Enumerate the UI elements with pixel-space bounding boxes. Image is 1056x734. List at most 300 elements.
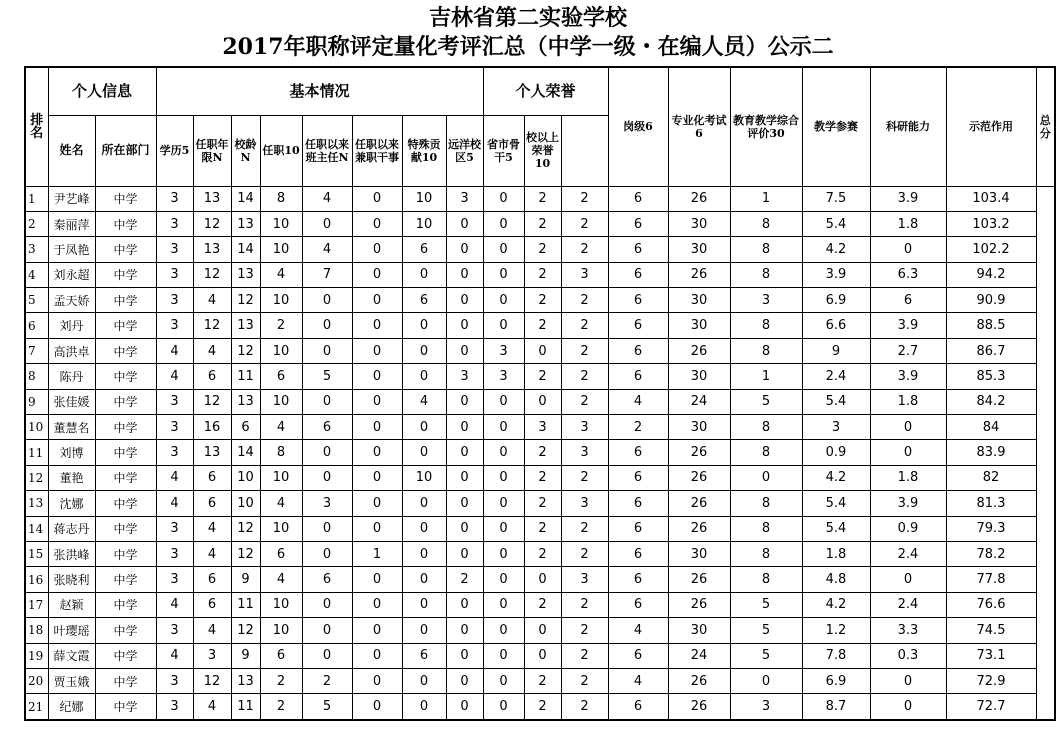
cell-school-age: 14 <box>231 186 260 211</box>
header-group-honor: 个人荣誉 <box>483 67 608 115</box>
cell-remote: 0 <box>446 694 483 720</box>
cell-dept: 中学 <box>95 440 156 465</box>
cell-demo: 0 <box>870 415 946 440</box>
cell-special: 0 <box>402 618 446 643</box>
cell-part-time: 0 <box>352 592 402 617</box>
cell-research: 4.8 <box>802 567 870 592</box>
cell-title-years: 10 <box>260 592 302 617</box>
cell-teaching-eval: 30 <box>668 313 730 338</box>
cell-name: 薛文霞 <box>48 643 95 668</box>
cell-title-years: 2 <box>260 694 302 720</box>
cell-remote: 0 <box>446 618 483 643</box>
cell-research: 5.4 <box>802 491 870 516</box>
cell-exam: 6 <box>608 186 668 211</box>
cell-dept: 中学 <box>95 262 156 287</box>
cell-years: 12 <box>193 389 231 414</box>
cell-edu: 3 <box>156 211 193 236</box>
table-row <box>25 643 1055 668</box>
cell-total: 81.3 <box>946 491 1036 516</box>
cell-name: 赵颖 <box>48 592 95 617</box>
cell-contest: 8 <box>730 516 802 541</box>
cell-teaching-eval: 26 <box>668 440 730 465</box>
header-head-teacher: 任职以来班主任N <box>302 115 352 186</box>
cell-demo: 3.9 <box>870 364 946 389</box>
cell-title-years: 6 <box>260 643 302 668</box>
cell-contest: 5 <box>730 389 802 414</box>
cell-dept: 中学 <box>95 465 156 490</box>
cell-post: 2 <box>561 237 608 262</box>
cell-title-years: 8 <box>260 440 302 465</box>
cell-special: 6 <box>402 643 446 668</box>
header-provincial: 省市骨干5 <box>483 115 524 186</box>
cell-provincial: 0 <box>483 668 524 693</box>
cell-edu: 3 <box>156 440 193 465</box>
cell-remote: 0 <box>446 516 483 541</box>
cell-special: 0 <box>402 491 446 516</box>
table-row <box>25 288 1055 313</box>
cell-edu: 3 <box>156 516 193 541</box>
header-post: 岗级6 <box>608 67 668 186</box>
cell-school-honor: 0 <box>524 567 561 592</box>
cell-demo: 3.9 <box>870 491 946 516</box>
cell-exam: 6 <box>608 440 668 465</box>
cell-provincial: 0 <box>483 643 524 668</box>
cell-title-years: 10 <box>260 618 302 643</box>
cell-name: 陈丹 <box>48 364 95 389</box>
cell-remote: 0 <box>446 211 483 236</box>
cell-edu: 3 <box>156 262 193 287</box>
document-subtitle: 2017年职称评定量化考评汇总（中学一级・在编人员）公示二 <box>222 34 834 60</box>
cell-post: 2 <box>561 643 608 668</box>
cell-remote: 3 <box>446 186 483 211</box>
cell-school-age: 12 <box>231 618 260 643</box>
cell-total: 103.2 <box>946 211 1036 236</box>
cell-total: 72.7 <box>946 694 1036 720</box>
cell-demo: 0 <box>870 440 946 465</box>
cell-post: 3 <box>561 491 608 516</box>
cell-head-teacher: 0 <box>302 211 352 236</box>
cell-exam: 6 <box>608 516 668 541</box>
cell-school-age: 12 <box>231 288 260 313</box>
cell-edu: 3 <box>156 567 193 592</box>
header-exam: 专业化考试6 <box>668 67 730 186</box>
cell-dept: 中学 <box>95 668 156 693</box>
cell-provincial: 0 <box>483 440 524 465</box>
cell-contest: 1 <box>730 186 802 211</box>
cell-post: 2 <box>561 694 608 720</box>
table-row <box>25 313 1055 338</box>
cell-special: 0 <box>402 694 446 720</box>
table-row <box>25 592 1055 617</box>
table-row <box>25 491 1055 516</box>
header-years: 任职年限N <box>193 115 231 186</box>
cell-remote: 0 <box>446 643 483 668</box>
header-group-personal: 个人信息 <box>48 67 156 115</box>
cell-school-honor: 2 <box>524 592 561 617</box>
cell-teaching-eval: 30 <box>668 618 730 643</box>
cell-demo: 0 <box>870 694 946 720</box>
cell-special: 10 <box>402 211 446 236</box>
cell-part-time: 0 <box>352 694 402 720</box>
cell-total: 94.2 <box>946 262 1036 287</box>
header-contest: 教学参赛 <box>802 67 870 186</box>
cell-remote: 0 <box>446 313 483 338</box>
cell-exam: 6 <box>608 491 668 516</box>
cell-part-time: 0 <box>352 440 402 465</box>
cell-contest: 3 <box>730 694 802 720</box>
cell-part-time: 0 <box>352 288 402 313</box>
cell-contest: 8 <box>730 313 802 338</box>
cell-head-teacher: 0 <box>302 313 352 338</box>
cell-provincial: 0 <box>483 313 524 338</box>
cell-school-honor: 2 <box>524 237 561 262</box>
cell-edu: 3 <box>156 288 193 313</box>
cell-edu: 3 <box>156 237 193 262</box>
cell-years: 4 <box>193 541 231 566</box>
cell-total: 76.6 <box>946 592 1036 617</box>
cell-head-teacher: 4 <box>302 186 352 211</box>
cell-years: 12 <box>193 668 231 693</box>
cell-edu: 4 <box>156 364 193 389</box>
cell-provincial: 0 <box>483 592 524 617</box>
cell-contest: 0 <box>730 465 802 490</box>
cell-head-teacher: 0 <box>302 541 352 566</box>
header-special: 特殊贡献10 <box>402 115 446 186</box>
cell-demo: 3.9 <box>870 186 946 211</box>
cell-exam: 6 <box>608 364 668 389</box>
cell-part-time: 0 <box>352 313 402 338</box>
header-name: 姓名 <box>48 115 95 186</box>
cell-research: 2.4 <box>802 364 870 389</box>
cell-teaching-eval: 26 <box>668 186 730 211</box>
cell-contest: 1 <box>730 364 802 389</box>
cell-title-years: 10 <box>260 465 302 490</box>
cell-title-years: 10 <box>260 211 302 236</box>
cell-remote: 2 <box>446 567 483 592</box>
cell-special: 0 <box>402 668 446 693</box>
cell-total: 82 <box>946 465 1036 490</box>
cell-name: 秦丽萍 <box>48 211 95 236</box>
cell-demo: 2.7 <box>870 338 946 363</box>
cell-exam: 6 <box>608 262 668 287</box>
cell-name: 张晓利 <box>48 567 95 592</box>
cell-part-time: 0 <box>352 186 402 211</box>
cell-teaching-eval: 24 <box>668 389 730 414</box>
cell-years: 13 <box>193 440 231 465</box>
header-dept: 所在部门 <box>95 115 156 186</box>
cell-title-years: 4 <box>260 491 302 516</box>
cell-head-teacher: 0 <box>302 338 352 363</box>
cell-part-time: 0 <box>352 643 402 668</box>
cell-head-teacher: 5 <box>302 364 352 389</box>
cell-post: 2 <box>561 592 608 617</box>
cell-edu: 3 <box>156 313 193 338</box>
cell-name: 张洪峰 <box>48 541 95 566</box>
cell-research: 5.4 <box>802 516 870 541</box>
cell-teaching-eval: 26 <box>668 338 730 363</box>
cell-school-honor: 0 <box>524 389 561 414</box>
cell-school-honor: 0 <box>524 338 561 363</box>
cell-remote: 0 <box>446 389 483 414</box>
cell-post: 2 <box>561 364 608 389</box>
cell-school-age: 6 <box>231 415 260 440</box>
cell-title-years: 4 <box>260 262 302 287</box>
cell-contest: 8 <box>730 237 802 262</box>
cell-special: 10 <box>402 186 446 211</box>
cell-years: 4 <box>193 618 231 643</box>
cell-research: 7.5 <box>802 186 870 211</box>
cell-demo: 2.4 <box>870 592 946 617</box>
cell-remote: 0 <box>446 491 483 516</box>
cell-title-years: 10 <box>260 516 302 541</box>
cell-years: 13 <box>193 186 231 211</box>
cell-provincial: 0 <box>483 465 524 490</box>
cell-provincial: 0 <box>483 262 524 287</box>
cell-post: 2 <box>561 338 608 363</box>
cell-provincial: 0 <box>483 237 524 262</box>
cell-edu: 3 <box>156 694 193 720</box>
table-row <box>25 541 1055 566</box>
cell-school-age: 10 <box>231 465 260 490</box>
header-remote: 远洋校区5 <box>446 115 483 186</box>
cell-rank: 18 <box>25 618 48 643</box>
cell-title-years: 2 <box>260 313 302 338</box>
cell-head-teacher: 6 <box>302 415 352 440</box>
cell-post: 2 <box>561 288 608 313</box>
cell-school-honor: 2 <box>524 694 561 720</box>
cell-demo: 0 <box>870 237 946 262</box>
cell-edu: 3 <box>156 541 193 566</box>
cell-remote: 0 <box>446 237 483 262</box>
table-row <box>25 415 1055 440</box>
cell-rank: 13 <box>25 491 48 516</box>
cell-name: 纪娜 <box>48 694 95 720</box>
cell-demo: 6.3 <box>870 262 946 287</box>
cell-title-years: 10 <box>260 389 302 414</box>
cell-remote: 0 <box>446 415 483 440</box>
cell-school-age: 11 <box>231 592 260 617</box>
cell-years: 6 <box>193 465 231 490</box>
cell-edu: 3 <box>156 389 193 414</box>
cell-school-honor: 2 <box>524 288 561 313</box>
cell-years: 4 <box>193 694 231 720</box>
cell-school-age: 14 <box>231 237 260 262</box>
cell-head-teacher: 0 <box>302 618 352 643</box>
cell-total: 88.5 <box>946 313 1036 338</box>
cell-school-age: 9 <box>231 567 260 592</box>
cell-dept: 中学 <box>95 567 156 592</box>
cell-remote: 0 <box>446 262 483 287</box>
table-row <box>25 211 1055 236</box>
cell-name: 刘博 <box>48 440 95 465</box>
cell-remote: 0 <box>446 288 483 313</box>
cell-school-age: 12 <box>231 516 260 541</box>
cell-school-honor: 0 <box>524 643 561 668</box>
cell-demo: 0.9 <box>870 516 946 541</box>
cell-post: 3 <box>561 262 608 287</box>
table-row <box>25 618 1055 643</box>
cell-provincial: 0 <box>483 491 524 516</box>
cell-rank: 4 <box>25 262 48 287</box>
cell-total: 77.8 <box>946 567 1036 592</box>
cell-demo: 0 <box>870 668 946 693</box>
cell-title-years: 6 <box>260 541 302 566</box>
cell-rank: 20 <box>25 668 48 693</box>
cell-school-age: 10 <box>231 491 260 516</box>
cell-teaching-eval: 26 <box>668 668 730 693</box>
header-part-time: 任职以来兼职干事 <box>352 115 402 186</box>
cell-rank: 2 <box>25 211 48 236</box>
cell-special: 0 <box>402 440 446 465</box>
cell-school-age: 11 <box>231 364 260 389</box>
cell-provincial: 0 <box>483 567 524 592</box>
cell-rank: 8 <box>25 364 48 389</box>
cell-school-honor: 2 <box>524 364 561 389</box>
cell-remote: 3 <box>446 364 483 389</box>
cell-part-time: 0 <box>352 516 402 541</box>
cell-total: 73.1 <box>946 643 1036 668</box>
cell-teaching-eval: 30 <box>668 415 730 440</box>
cell-provincial: 0 <box>483 415 524 440</box>
cell-years: 6 <box>193 364 231 389</box>
cell-research: 4.2 <box>802 592 870 617</box>
cell-demo: 1.8 <box>870 389 946 414</box>
cell-total: 84 <box>946 415 1036 440</box>
cell-rank: 6 <box>25 313 48 338</box>
cell-total: 84.2 <box>946 389 1036 414</box>
cell-dept: 中学 <box>95 592 156 617</box>
cell-edu: 3 <box>156 618 193 643</box>
table-row <box>25 567 1055 592</box>
cell-exam: 6 <box>608 313 668 338</box>
cell-total: 86.7 <box>946 338 1036 363</box>
cell-part-time: 0 <box>352 389 402 414</box>
cell-school-age: 9 <box>231 643 260 668</box>
cell-name: 贾玉娥 <box>48 668 95 693</box>
cell-exam: 6 <box>608 288 668 313</box>
cell-exam: 6 <box>608 694 668 720</box>
cell-part-time: 0 <box>352 415 402 440</box>
cell-name: 刘永超 <box>48 262 95 287</box>
cell-school-honor: 2 <box>524 516 561 541</box>
cell-name: 高洪卓 <box>48 338 95 363</box>
cell-years: 3 <box>193 643 231 668</box>
cell-school-honor: 2 <box>524 262 561 287</box>
cell-contest: 8 <box>730 211 802 236</box>
cell-contest: 8 <box>730 541 802 566</box>
cell-head-teacher: 3 <box>302 491 352 516</box>
cell-special: 0 <box>402 541 446 566</box>
header-school-honor: 校以上荣誉10 <box>524 115 561 186</box>
cell-provincial: 0 <box>483 211 524 236</box>
cell-exam: 6 <box>608 211 668 236</box>
cell-name: 孟天娇 <box>48 288 95 313</box>
cell-exam: 6 <box>608 592 668 617</box>
cell-head-teacher: 0 <box>302 592 352 617</box>
cell-remote: 0 <box>446 592 483 617</box>
cell-dept: 中学 <box>95 364 156 389</box>
cell-school-age: 12 <box>231 541 260 566</box>
cell-provincial: 0 <box>483 389 524 414</box>
table-row <box>25 364 1055 389</box>
cell-post: 2 <box>561 618 608 643</box>
cell-part-time: 0 <box>352 338 402 363</box>
cell-title-years: 2 <box>260 668 302 693</box>
cell-demo: 0 <box>870 567 946 592</box>
cell-research: 3.9 <box>802 262 870 287</box>
cell-provincial: 3 <box>483 338 524 363</box>
cell-title-years: 4 <box>260 415 302 440</box>
cell-provincial: 0 <box>483 288 524 313</box>
cell-years: 13 <box>193 237 231 262</box>
cell-post: 2 <box>561 313 608 338</box>
cell-name: 刘丹 <box>48 313 95 338</box>
document-title: 吉林省第二实验学校 <box>428 5 627 31</box>
cell-research: 9 <box>802 338 870 363</box>
cell-contest: 8 <box>730 262 802 287</box>
cell-edu: 4 <box>156 465 193 490</box>
cell-dept: 中学 <box>95 618 156 643</box>
cell-dept: 中学 <box>95 491 156 516</box>
cell-name: 张佳媛 <box>48 389 95 414</box>
cell-dept: 中学 <box>95 338 156 363</box>
cell-dept: 中学 <box>95 211 156 236</box>
cell-exam: 4 <box>608 668 668 693</box>
cell-demo: 3.3 <box>870 618 946 643</box>
header-total: 总分 <box>1036 67 1055 186</box>
cell-dept: 中学 <box>95 643 156 668</box>
table-row <box>25 186 1055 211</box>
cell-exam: 6 <box>608 541 668 566</box>
cell-rank: 21 <box>25 694 48 720</box>
cell-rank: 1 <box>25 186 48 211</box>
cell-school-honor: 2 <box>524 465 561 490</box>
cell-research: 6.9 <box>802 668 870 693</box>
cell-contest: 0 <box>730 668 802 693</box>
cell-demo: 1.8 <box>870 211 946 236</box>
cell-rank: 19 <box>25 643 48 668</box>
cell-school-honor: 0 <box>524 618 561 643</box>
cell-research: 6.6 <box>802 313 870 338</box>
cell-school-honor: 2 <box>524 186 561 211</box>
table-row <box>25 694 1055 720</box>
cell-research: 0.9 <box>802 440 870 465</box>
header-demo: 示范作用 <box>946 67 1036 186</box>
cell-provincial: 0 <box>483 186 524 211</box>
cell-school-age: 13 <box>231 211 260 236</box>
cell-title-years: 10 <box>260 288 302 313</box>
cell-years: 4 <box>193 516 231 541</box>
cell-exam: 6 <box>608 338 668 363</box>
cell-dept: 中学 <box>95 541 156 566</box>
table-row <box>25 338 1055 363</box>
cell-name: 蒋志丹 <box>48 516 95 541</box>
header-title-years: 任职10 <box>260 115 302 186</box>
cell-head-teacher: 0 <box>302 465 352 490</box>
cell-years: 12 <box>193 262 231 287</box>
cell-exam: 2 <box>608 415 668 440</box>
cell-title-years: 10 <box>260 237 302 262</box>
cell-exam: 6 <box>608 237 668 262</box>
cell-head-teacher: 2 <box>302 668 352 693</box>
cell-total: 74.5 <box>946 618 1036 643</box>
cell-years: 12 <box>193 313 231 338</box>
cell-teaching-eval: 26 <box>668 491 730 516</box>
cell-provincial: 0 <box>483 694 524 720</box>
cell-teaching-eval: 30 <box>668 541 730 566</box>
cell-total: 78.2 <box>946 541 1036 566</box>
cell-name: 董慧名 <box>48 415 95 440</box>
